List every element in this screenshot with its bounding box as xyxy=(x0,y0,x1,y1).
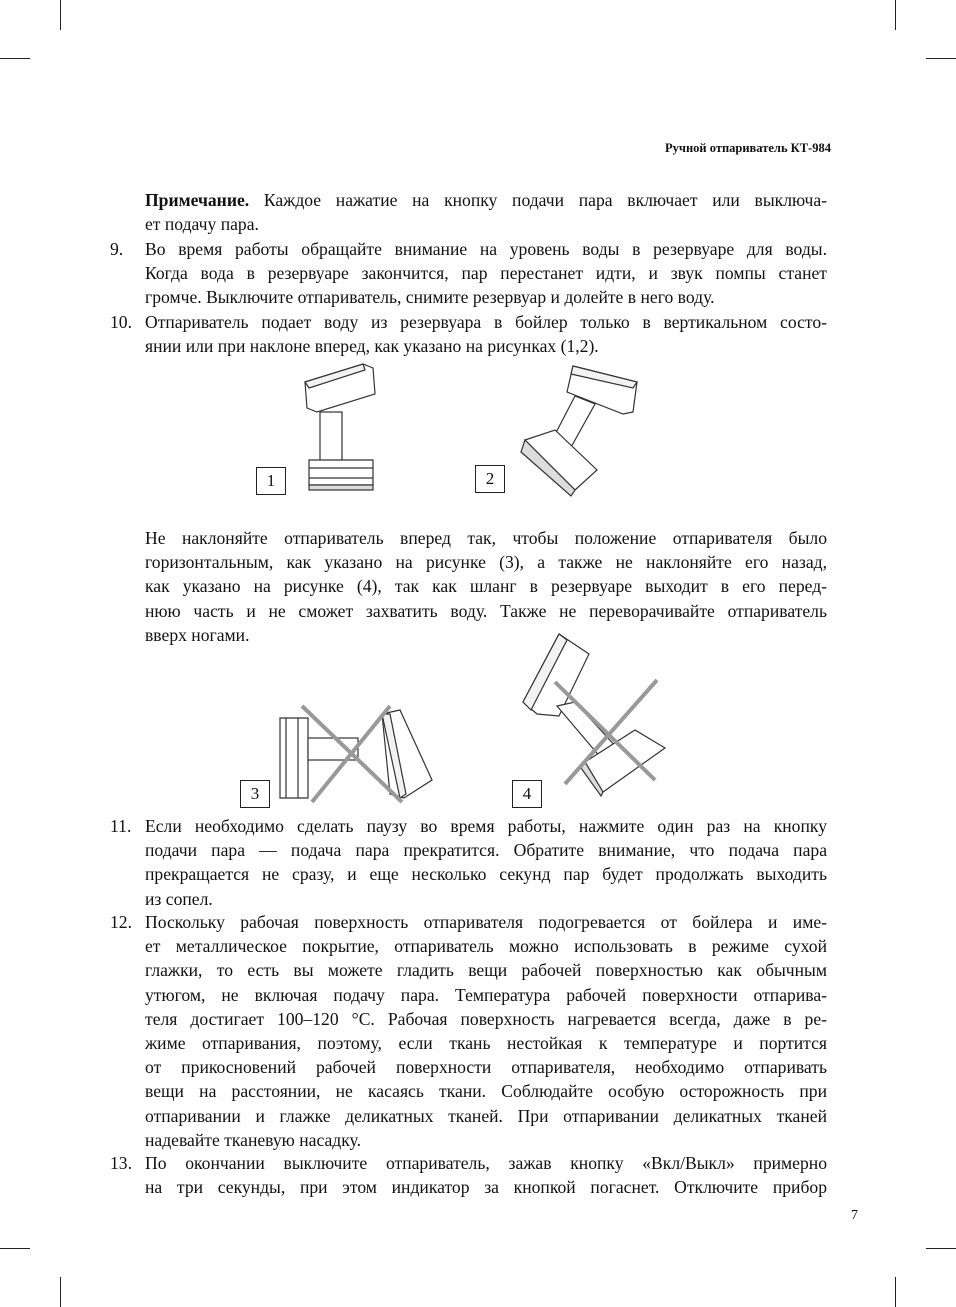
crop-mark xyxy=(0,1248,30,1249)
figure-2-steamer-tilted xyxy=(515,362,645,497)
list-number: 12. xyxy=(110,912,132,932)
figure-label-2: 2 xyxy=(475,465,505,493)
figure-label-4: 4 xyxy=(512,780,542,808)
list-number: 10. xyxy=(110,312,132,332)
note-paragraph xyxy=(145,188,827,236)
crop-mark xyxy=(0,58,30,59)
tilt-paragraph: Не наклоняйте отпариватель вперед так, чтобы положение отпаривателя было горизонтальным, как указано на рисунке (3), а также не наклоняйте его назад, как указано на рисунке (4), так как шланг в резервуаре выходит в его перед- нюю часть и не сможет захватить воду. Также не переворачивайте отпариватель вверх ногами. xyxy=(145,528,827,645)
crop-mark xyxy=(895,1277,896,1307)
crop-mark xyxy=(60,0,61,30)
list-number: 13. xyxy=(110,1153,132,1173)
running-header: Ручной отпариватель КТ-984 xyxy=(665,141,831,155)
crop-mark xyxy=(60,1277,61,1307)
list-number: 9. xyxy=(110,239,124,259)
list-item: Во время работы обращайте внимание на уровень воды в резервуаре для воды. Когда вода в резервуаре закончится, пар перестанет идти, и звук помпы станет громче. Выключите отпариватель, снимите резервуар и долейте в него воду. xyxy=(145,239,827,308)
note-line: Примечание. Каждое нажатие на кнопку подачи пара включает или выключа- xyxy=(145,190,827,210)
list-item: По окончании выключите отпариватель, зажав кнопку «Вкл/Выкл» примерно на три секунды, при этом индикатор за кнопкой погаснет. Отключите прибор xyxy=(145,1153,827,1198)
list-item: Поскольку рабочая поверхность отпаривателя подогревается от бойлера и име- ет металлическое покрытие, отпариватель можно использовать в режиме сухой глажки, то есть вы можете гладить вещи рабочей поверхностью как обычным утюгом, не включая подачу пара. Температура рабочей поверхности отпарива- теля достигает 100–120 °С. Рабочая поверхность нагревается всегда, даже в ре- жиме отпаривания, поэтому, если ткань нестойкая к температуре и портится от прикосновений рабочей поверхности отпаривателя, необходимо отпаривать вещи на расстоянии, не касаясь ткани. Соблюдайте особую осторожность при отпаривании и глажке деликатных тканей. При отпаривании деликатных тканей надевайте тканевую насадку. xyxy=(145,912,827,1150)
figure-label-3: 3 xyxy=(240,780,270,808)
list-item: Если необходимо сделать паузу во время работы, нажмите один раз на кнопку подачи пара — подача пара прекратится. Обратите внимание, что подача пара прекращается не сразу, и еще несколько секунд пар будет продолжать выходить из сопел. xyxy=(145,816,827,909)
list-item: Отпариватель подает воду из резервуара в бойлер только в вертикальном состо- янии или при наклоне вперед, как указано на рисунках (1,2). xyxy=(145,312,827,357)
page-number: 7 xyxy=(851,1208,858,1223)
figure-3-steamer-horizontal-crossed xyxy=(272,700,442,810)
crop-mark xyxy=(895,0,896,30)
list-number: 11. xyxy=(110,816,132,836)
note-label: Примечание. xyxy=(145,190,250,210)
crop-mark xyxy=(926,1248,956,1249)
figure-4-steamer-backward-crossed xyxy=(515,632,670,800)
figure-1-steamer-upright xyxy=(295,360,395,495)
figure-label-1: 1 xyxy=(256,467,286,495)
crop-mark xyxy=(926,58,956,59)
note-line: ет подачу пара. xyxy=(145,214,259,235)
